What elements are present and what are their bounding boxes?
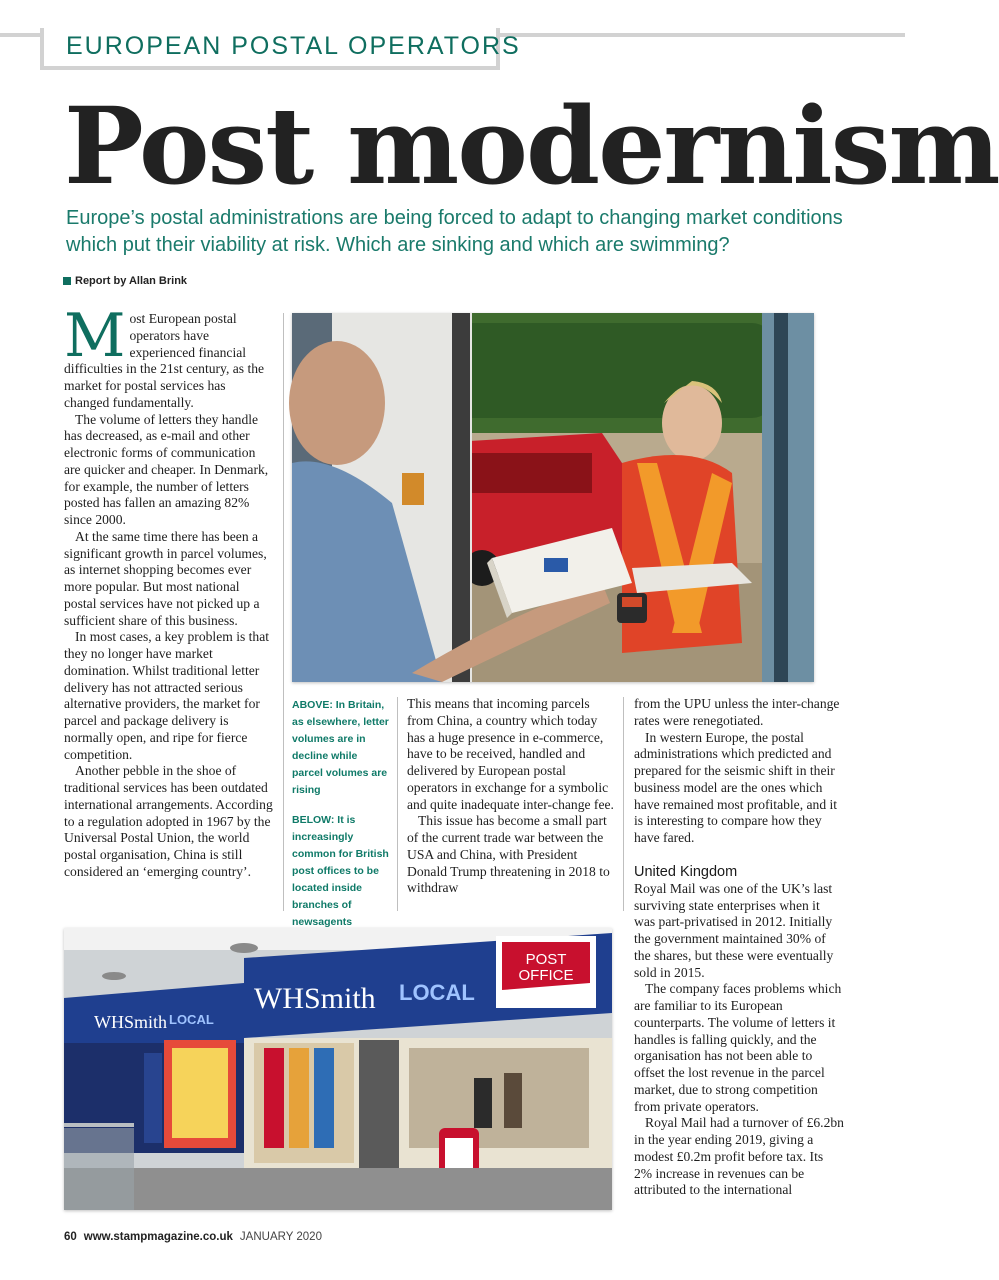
paragraph: The volume of letters they handle has decreased, as e-mail and other electronic forms of communication are quicker and cheaper. In Denmark, for example, the number of letters posted has fallen an amazing 82% since 2000.: [64, 411, 269, 527]
body-column-2: [407, 696, 617, 897]
post-office-sign-line2: OFFICE: [518, 967, 574, 984]
photo-parcel-delivery: [292, 313, 814, 682]
photo-whsmith-post-office: [64, 928, 612, 1210]
column-divider: [283, 313, 284, 911]
headline: Post modernism: [64, 83, 999, 208]
byline: [63, 275, 187, 287]
paragraph: [64, 301, 274, 412]
drop-cap: M: [64, 301, 126, 371]
parcel-delivery-illustration: [292, 313, 814, 682]
caption-above: ABOVE: In Britain, as elsewhere, letter volumes are in decline while parcel volumes are rising: [292, 699, 389, 796]
body-column-1: [64, 301, 274, 881]
whsmith-sign-main: WHSmith: [254, 982, 376, 1015]
paragraph-text: ost European postal operators have experienced financial difficulties in the 21st century, as the market for postal services has changed fundamentally.: [64, 311, 265, 410]
paragraph: Another pebble in the shoe of traditional services has been outdated international arrangements. According to a regulation adopted in 1967 by the Universal Postal Union, the world postal organisation, China is still considered an ‘emerging country’.: [64, 763, 273, 879]
paragraph: In western Europe, the postal administrations which predicted and prepared for the seismic shift in their business model are the ones which have remained most profitable, and it is interesting to compare how they have fared.: [634, 729, 838, 845]
whsmith-sign-side: WHSmith: [94, 1012, 168, 1032]
caption-below: BELOW: It is increasingly common for British post offices to be located inside branches of newsagents: [292, 814, 389, 928]
byline-text: Report by Allan Brink: [75, 275, 188, 287]
body-column-3: [634, 696, 844, 1199]
post-office-sign-line1: POST: [525, 951, 567, 968]
section-label: EUROPEAN POSTAL OPERATORS: [66, 32, 521, 60]
page-footer: [64, 1231, 322, 1243]
whsmith-sign-local: LOCAL: [399, 980, 475, 1005]
column-divider: [397, 697, 398, 911]
paragraph: Royal Mail had a turnover of £6.2bn in the year ending 2019, giving a modest £0.2m profit before tax. Its 2% increase in revenues can be attributed to the international: [634, 1115, 844, 1198]
page-number: 60: [64, 1231, 77, 1243]
column-divider: [623, 697, 624, 911]
paragraph: At the same time there has been a significant growth in parcel volumes, as internet shopping becomes ever more popular. But most national postal services have not picked up a sufficient share of this business.: [64, 528, 267, 628]
subheading-united-kingdom: United Kingdom: [634, 863, 738, 880]
whsmith-sign-side-local: LOCAL: [169, 1012, 214, 1027]
byline-square-icon: [63, 277, 71, 285]
magazine-website: www.stampmagazine.co.uk: [83, 1231, 233, 1243]
standfirst: Europe’s postal administrations are being forced to adapt to changing market conditions which put their viability at risk. Which are sinking and which are swimming?: [66, 207, 843, 256]
paragraph: This issue has become a small part of the current trade war between the USA and China, with President Donald Trump threatening in 2018 to withdraw: [407, 813, 610, 896]
paragraph: Royal Mail was one of the UK’s last surviving state enterprises when it was part-privatised in 2012. Initially the government maintained 30% of the shares, but these were eventually sold in 2015.: [634, 880, 834, 980]
paragraph: In most cases, a key problem is that they no longer have market domination. Whilst traditional letter delivery has not attracted serious alternative providers, the market for parcel and package delivery is normally open, and ripe for fierce competition.: [64, 629, 270, 762]
issue-date: JANUARY 2020: [239, 1231, 322, 1243]
paragraph: from the UPU unless the inter-change rates were renegotiated.: [634, 696, 840, 728]
paragraph: The company faces problems which are familiar to its European counterparts. The volume of letters it handles is falling quickly, and the organisation has not been able to offset the lost revenue in the parcel market, due to strong competition from private operators.: [634, 981, 842, 1114]
paragraph: This means that incoming parcels from China, a country which today has a huge presence in e-commerce, have to be received, handled and delivered by European postal operators in exchange for a symbolic and quite inadequate inter-change fee.: [407, 696, 614, 812]
whsmith-storefront-illustration: [64, 928, 612, 1210]
